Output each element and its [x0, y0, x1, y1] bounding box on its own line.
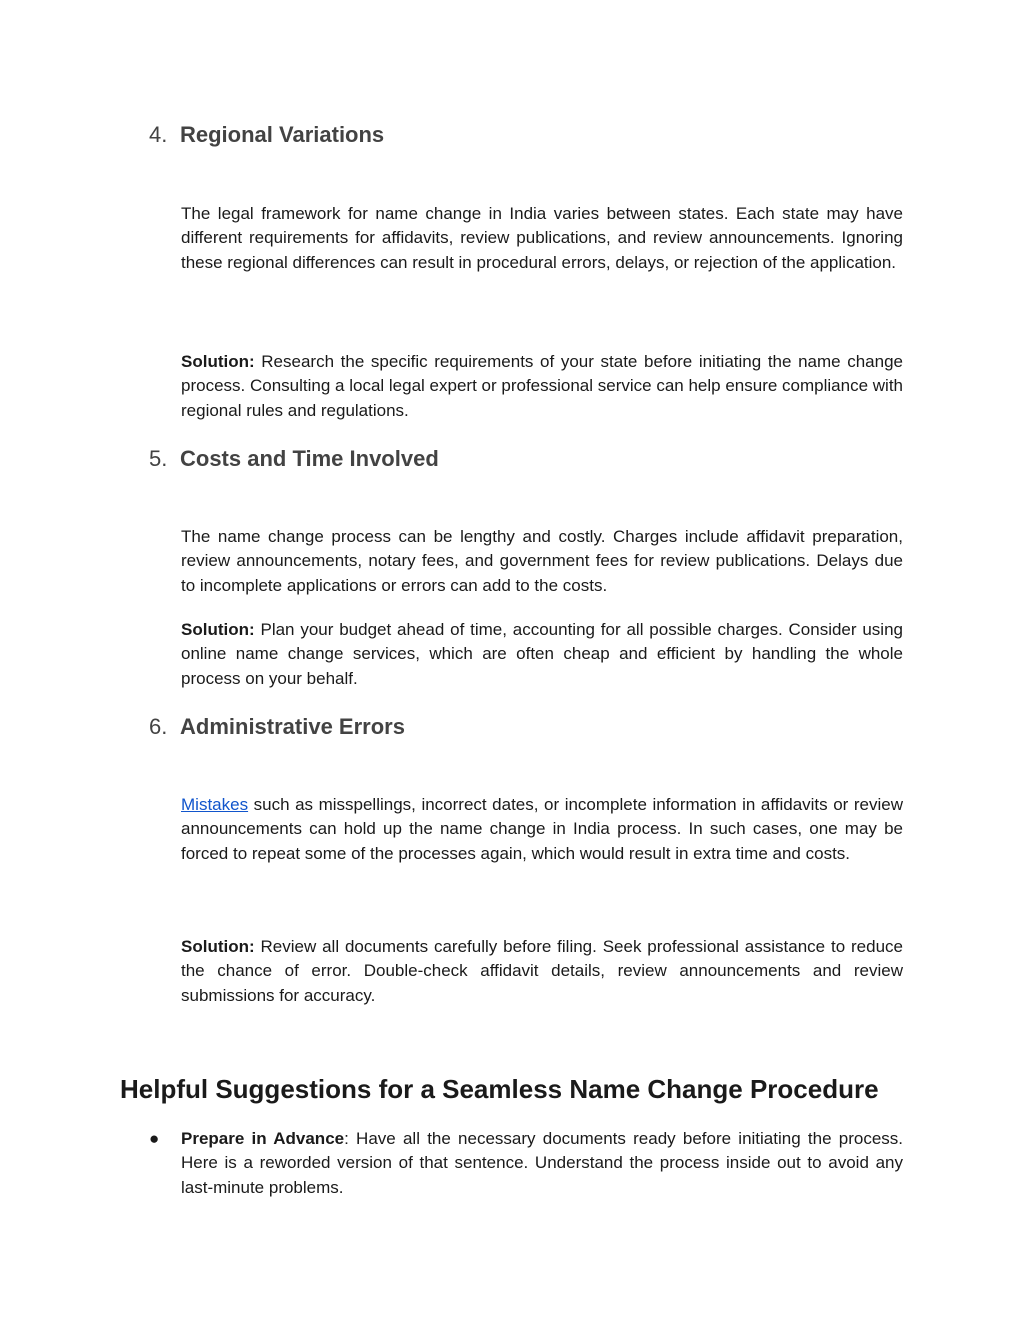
bullet-text: : Have all the necessary documents ready before initiating the process. Here is a reworded version of that sentence. Understand the process inside out to avoid any last-minute problems. — [181, 1129, 903, 1197]
section-heading-administrative-errors — [149, 713, 405, 741]
section-number: 4. — [149, 122, 168, 147]
section-body — [181, 793, 903, 866]
solution-label: Solution: — [181, 352, 255, 371]
tips-heading: Helpful Suggestions for a Seamless Name Change Procedure — [120, 1074, 879, 1104]
section-number: 6. — [149, 714, 168, 739]
section-title: Costs and Time Involved — [180, 446, 439, 471]
section-body: The legal framework for name change in India varies between states. Each state may have different requirements for affidavits, review publications, and review announcements. Ignoring these regional differences can result in procedural errors, delays, or rejection of the application. — [181, 204, 903, 272]
section-body: The name change process can be lengthy and costly. Charges include affidavit preparation, review announcements, notary fees, and government fees for review publications. Delays due to incomplete applications or errors can add to the costs. — [181, 527, 903, 595]
solution-paragraph — [181, 935, 903, 1008]
section-body-text: such as misspellings, incorrect dates, or incomplete information in affidavits or review announcements can hold up the name change in India process. In such cases, one may be forced to repeat some of the processes again, which would result in extra time and costs. — [181, 795, 903, 863]
section-number: 5. — [149, 446, 168, 471]
bullet-paragraph — [181, 1127, 903, 1200]
section-heading-regional-variations — [149, 121, 384, 149]
solution-text: Review all documents carefully before filing. Seek professional assistance to reduce the chance of error. Double-check affidavit details, review announcements and review submissions for accuracy. — [181, 937, 903, 1005]
bullet-label: Prepare in Advance — [181, 1129, 345, 1148]
bullet-icon: ● — [149, 1129, 160, 1148]
solution-label: Solution: — [181, 620, 255, 639]
solution-text: Plan your budget ahead of time, accounting for all possible charges. Consider using online name change services, which are often cheap and efficient by handling the whole process on your behalf. — [181, 620, 903, 688]
section-title: Regional Variations — [180, 122, 385, 147]
solution-paragraph — [181, 618, 903, 691]
section-heading-costs-and-time — [149, 445, 439, 473]
solution-label: Solution: — [181, 937, 255, 956]
solution-text: Research the specific requirements of your state before initiating the name change process. Consulting a local legal expert or professional service can help ensure compliance with regional rules and regulations. — [181, 352, 903, 420]
mistakes-link[interactable]: Mistakes — [181, 795, 249, 814]
section-title: Administrative Errors — [180, 714, 405, 739]
solution-paragraph — [181, 350, 903, 423]
